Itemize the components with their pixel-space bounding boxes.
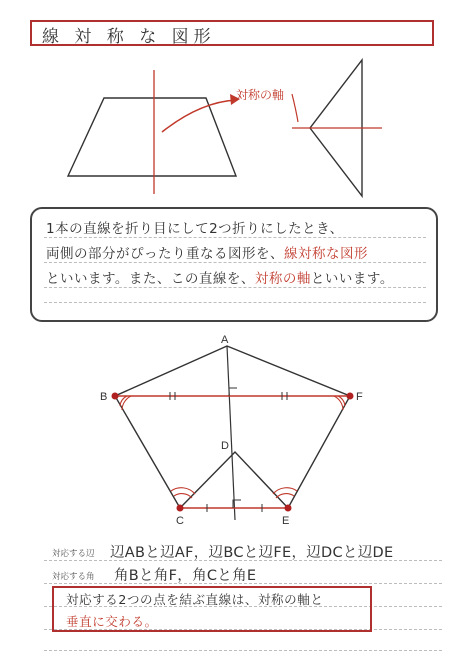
callout-pointer	[292, 94, 298, 122]
vertex-b-dot	[112, 393, 119, 400]
page-title: 線 対 称 な 図形	[42, 27, 216, 47]
symmetric-figure	[0, 330, 474, 530]
sides-label: 対応する辺	[52, 549, 95, 559]
label-a: A	[221, 334, 229, 346]
term-axis-of-symmetry: 対称の軸	[254, 271, 311, 287]
right-angle-mark	[229, 388, 237, 396]
vertex-f-dot	[347, 393, 354, 400]
ruled-line	[44, 262, 426, 263]
angle-arc-c	[174, 494, 192, 498]
label-d: D	[221, 440, 229, 452]
top-figures	[0, 50, 474, 200]
vertex-e-dot	[285, 505, 292, 512]
definition-line-2-text: 両側の部分がぴったり重なる図形を、	[46, 246, 284, 262]
angle-arc-c	[171, 488, 195, 494]
label-f: F	[356, 391, 363, 403]
summary-line-1: 対応する2つの点を結ぶ直線は、対称の軸と	[66, 592, 324, 607]
vertex-c-dot	[177, 505, 184, 512]
ruled-line	[44, 287, 426, 288]
label-e: E	[282, 515, 290, 527]
callout-label: 対称の軸	[236, 88, 285, 102]
definition-line-3-text: といいます。また、この直線を、	[46, 271, 255, 287]
angles-answer: 角Bと角F，角Cと角E	[114, 568, 257, 584]
definition-line-1: 1本の直線を折り目にして2つ折りにしたとき、	[46, 221, 344, 237]
label-b: B	[100, 391, 108, 403]
figure-axis	[227, 346, 235, 520]
callout-arrow	[162, 100, 236, 132]
angle-arc-e	[273, 488, 297, 494]
label-c: C	[176, 515, 184, 527]
ruled-line	[44, 650, 442, 651]
ruled-line	[44, 237, 426, 238]
ruled-line	[44, 302, 426, 303]
summary-line-2: 垂直に交わる。	[66, 614, 158, 629]
figure-outline	[115, 346, 350, 508]
term-line-symmetric-figure: 線対称な図形	[284, 246, 368, 262]
definition-line-3-suffix: といいます。	[310, 271, 394, 287]
angles-label: 対応する角	[52, 572, 95, 582]
definition-line-3	[46, 267, 394, 287]
definition-line-2	[46, 242, 368, 262]
trapezoid-shape	[68, 98, 236, 176]
sides-answer: 辺ABと辺AF，辺BCと辺FE，辺DCと辺DE	[110, 545, 394, 561]
